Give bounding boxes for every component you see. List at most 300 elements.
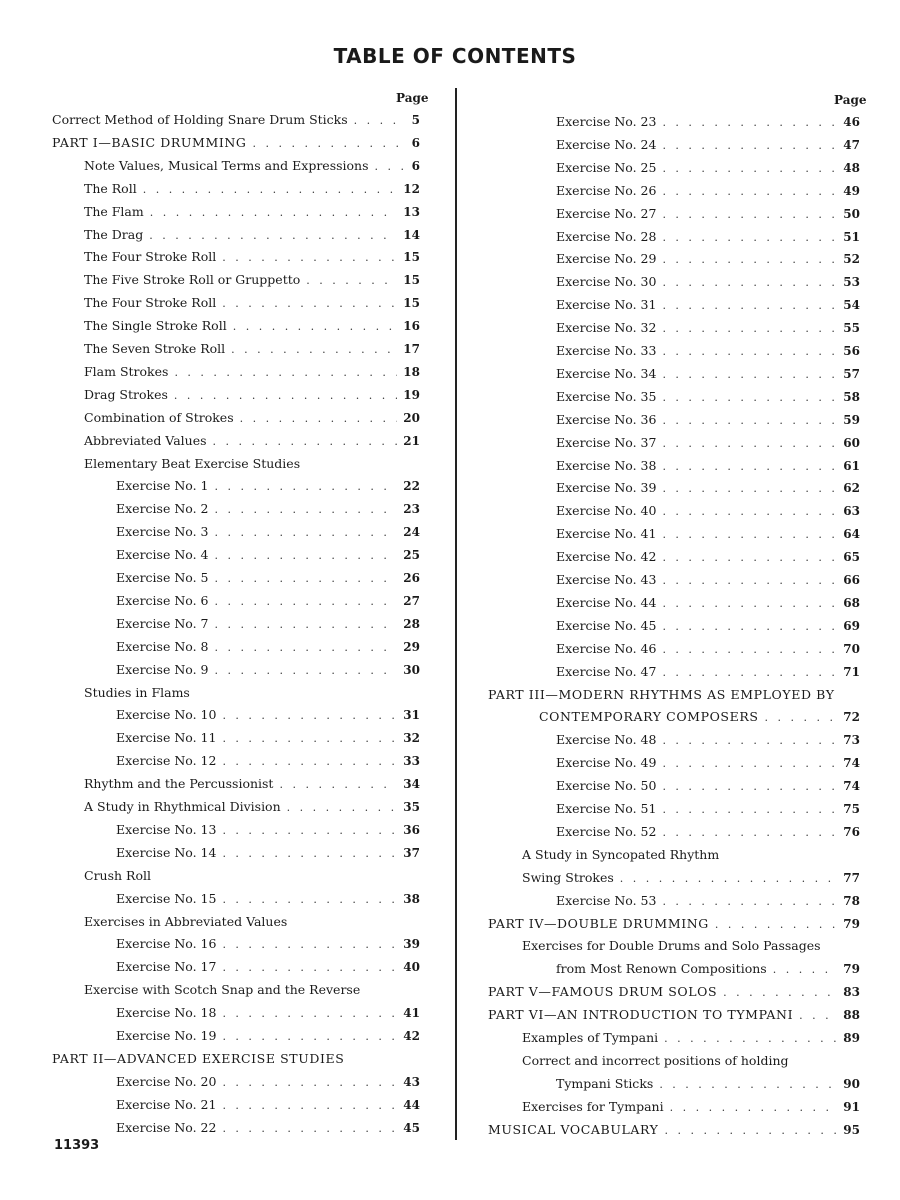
leader-dots	[233, 317, 398, 337]
toc-entry	[556, 776, 860, 796]
toc-entry-label: Exercise No. 37	[556, 434, 657, 450]
leader-dots	[662, 502, 837, 522]
toc-entry	[556, 753, 860, 773]
toc-entry-page: 72	[843, 710, 860, 725]
toc-entry-label: PART VI—AN INTRODUCTION TO TYMPANI	[488, 1007, 794, 1023]
leader-dots	[620, 869, 838, 889]
toc-entry-label: Exercise No. 20	[116, 1073, 217, 1089]
leader-dots	[662, 250, 837, 270]
toc-entry	[116, 591, 420, 611]
leader-dots	[670, 1098, 838, 1118]
catalog-number: 11393	[54, 1138, 100, 1153]
toc-entry	[522, 1028, 860, 1048]
toc-entry-label: PART I—BASIC DRUMMING	[52, 134, 247, 150]
toc-entry	[116, 476, 420, 496]
toc-entry-label: Exercise No. 44	[556, 594, 657, 610]
leader-dots	[214, 592, 397, 612]
toc-entry	[84, 362, 420, 382]
toc-entry-label: Exercise No. 2	[116, 501, 209, 517]
toc-entry-label: Exercise No. 10	[116, 707, 217, 723]
leader-dots	[662, 800, 837, 820]
toc-entry-label: The Four Stroke Roll	[84, 295, 217, 311]
toc-entry-label: Exercise No. 46	[556, 640, 657, 656]
toc-entry-page: 37	[403, 845, 420, 860]
leader-dots	[222, 294, 397, 314]
leader-dots	[222, 1096, 397, 1116]
toc-entry-page: 66	[843, 573, 860, 587]
toc-entry-page: 74	[843, 779, 860, 794]
toc-section-heading	[522, 845, 860, 865]
leader-dots	[662, 479, 837, 499]
toc-entry-label: Exercises for Double Drums and Solo Passages	[522, 938, 821, 954]
leader-dots	[214, 477, 397, 497]
toc-entry	[522, 1097, 860, 1117]
toc-entry-page: 62	[843, 481, 860, 496]
toc-entry-page: 33	[403, 754, 420, 769]
toc-entry-label: Exercise No. 26	[556, 182, 657, 198]
toc-entry	[84, 247, 420, 267]
toc-entry-label: Exercise No. 13	[116, 821, 217, 837]
toc-entry	[556, 433, 860, 453]
toc-entry	[84, 339, 420, 359]
leader-dots	[662, 296, 837, 316]
toc-entry-page: 35	[403, 800, 420, 814]
toc-entry-label: Exercise No. 32	[556, 320, 657, 336]
toc-entry	[116, 728, 420, 748]
toc-entry	[116, 499, 420, 519]
toc-entry-page: 59	[843, 412, 860, 427]
toc-entry	[116, 705, 420, 725]
leader-dots	[279, 775, 397, 795]
leader-dots	[662, 159, 837, 179]
leader-dots	[659, 1075, 837, 1095]
toc-entry-label: The Flam	[84, 203, 144, 219]
toc-entry-page: 49	[843, 183, 860, 198]
leader-dots	[287, 798, 398, 818]
toc-entry	[84, 316, 420, 336]
toc-entry-label: Exercise No. 45	[556, 617, 657, 633]
toc-entry-label: Exercise No. 11	[116, 730, 217, 746]
leader-dots	[662, 434, 837, 454]
leader-dots	[662, 136, 837, 156]
toc-entry	[556, 341, 860, 361]
leader-dots	[222, 248, 397, 268]
toc-entry-page: 40	[403, 960, 420, 975]
toc-entry	[556, 662, 860, 682]
toc-entry-page: 38	[403, 891, 420, 906]
toc-entry	[556, 547, 860, 567]
leader-dots	[222, 935, 397, 955]
leader-dots	[662, 273, 837, 293]
leader-dots	[662, 548, 837, 568]
leader-dots	[240, 409, 398, 429]
toc-entry-page: 90	[843, 1076, 860, 1091]
toc-entry-page: 32	[403, 731, 420, 746]
leader-dots	[222, 890, 397, 910]
toc-entry-page: 51	[843, 229, 860, 244]
toc-entry	[116, 889, 420, 909]
toc-entry-page: 61	[843, 458, 860, 473]
toc-entry-label: Exercise No. 24	[556, 136, 657, 152]
leader-dots	[662, 319, 837, 339]
toc-entry-page: 43	[403, 1074, 420, 1089]
toc-entry-label: Flam Strokes	[84, 363, 169, 379]
toc-entry-label: The Seven Stroke Roll	[84, 341, 226, 356]
toc-entry	[84, 202, 420, 222]
toc-part-heading	[52, 1049, 420, 1069]
leader-dots	[214, 661, 397, 681]
toc-entry	[52, 110, 420, 130]
toc-entry	[556, 456, 860, 476]
leader-dots	[662, 525, 837, 545]
toc-entry-label: The Five Stroke Roll or Gruppetto	[84, 272, 301, 288]
toc-entry-page: 15	[403, 250, 420, 265]
leader-dots	[662, 892, 837, 912]
leader-dots	[662, 113, 837, 133]
toc-entry	[116, 660, 420, 680]
toc-entry-page: 64	[843, 527, 860, 542]
toc-part-heading	[488, 1120, 860, 1140]
leader-dots	[662, 731, 837, 751]
toc-entry	[556, 227, 860, 247]
toc-entry-page: 34	[403, 777, 420, 792]
toc-entry-label: Exercise No. 51	[556, 801, 657, 816]
toc-entry-page: 6	[411, 135, 420, 150]
leader-dots	[662, 388, 837, 408]
toc-entry-page: 12	[403, 181, 420, 196]
leader-dots	[662, 182, 837, 202]
toc-entry	[116, 934, 420, 954]
leader-dots	[214, 500, 397, 520]
toc-entry-label: Exercise No. 1	[116, 478, 209, 494]
toc-entry-label: Examples of Tympani	[522, 1030, 659, 1045]
toc-entry-label: Exercise No. 8	[116, 638, 209, 654]
toc-entry	[116, 1095, 420, 1115]
leader-dots	[213, 432, 398, 452]
toc-entry-page: 53	[843, 275, 860, 290]
leader-dots	[662, 617, 837, 637]
leader-dots	[174, 363, 397, 383]
toc-entry-label: Exercise No. 34	[556, 365, 657, 381]
toc-entry-page: 14	[403, 227, 420, 242]
toc-section-heading	[522, 936, 860, 956]
toc-entry-page: 45	[403, 1120, 420, 1135]
toc-entry-page: 95	[843, 1122, 860, 1137]
leader-dots	[664, 1029, 837, 1049]
toc-entry-label: PART III—MODERN RHYTHMS AS EMPLOYED BY	[488, 686, 835, 702]
toc-entry-label: Exercise No. 22	[116, 1119, 217, 1135]
toc-entry-page: 74	[843, 756, 860, 771]
leader-dots	[662, 663, 837, 683]
toc-entry	[116, 957, 420, 977]
leader-dots	[222, 1004, 397, 1024]
toc-part-heading	[488, 982, 860, 1002]
toc-entry	[84, 156, 420, 176]
toc-entry-label: The Drag	[84, 226, 144, 242]
leader-dots	[662, 411, 837, 431]
toc-part-heading	[488, 685, 860, 705]
toc-entry-label: Exercise No. 17	[116, 959, 217, 975]
leader-dots	[715, 915, 837, 935]
toc-entry-label: Tympani Sticks	[556, 1075, 654, 1091]
toc-entry	[84, 270, 420, 290]
leader-dots	[765, 708, 838, 728]
toc-entry-page: 20	[403, 410, 420, 425]
toc-entry-page: 63	[843, 504, 860, 519]
toc-entry	[116, 637, 420, 657]
toc-entry-page: 48	[843, 160, 860, 175]
toc-section-heading	[84, 683, 420, 703]
column-divider	[455, 88, 457, 1140]
toc-entry	[556, 959, 860, 979]
toc-entry-label: Exercise No. 50	[556, 778, 657, 794]
toc-entry-label: Exercise No. 42	[556, 549, 657, 565]
toc-entry-label: Abbreviated Values	[84, 432, 207, 448]
toc-entry-page: 13	[403, 204, 420, 219]
toc-entry-page: 70	[843, 641, 860, 656]
toc-entry-label: Exercises in Abbreviated Values	[84, 913, 288, 929]
toc-entry-page: 25	[403, 548, 420, 563]
toc-entry-label: PART II—ADVANCED EXERCISE STUDIES	[52, 1050, 345, 1066]
leader-dots	[222, 1027, 397, 1047]
toc-entry-page: 41	[403, 1006, 420, 1021]
toc-entry	[556, 295, 860, 315]
toc-entry-label: Exercise No. 4	[116, 547, 209, 563]
toc-entry-label: Exercise No. 27	[556, 205, 657, 221]
toc-entry-label: Exercise No. 7	[116, 615, 209, 631]
toc-entry	[556, 524, 860, 544]
toc-entry-page: 31	[403, 708, 420, 723]
toc-entry-label: MUSICAL VOCABULARY	[488, 1121, 659, 1137]
toc-entry-page: 54	[843, 298, 860, 313]
toc-entry-page: 21	[403, 433, 420, 448]
leader-dots	[222, 1073, 397, 1093]
toc-entry-page: 6	[411, 158, 420, 173]
toc-entry-label: Crush Roll	[84, 867, 151, 883]
toc-entry	[556, 593, 860, 613]
leader-dots	[723, 983, 837, 1003]
toc-entry-label: Drag Strokes	[84, 386, 168, 402]
toc-entry-page: 28	[403, 616, 420, 631]
toc-entry	[116, 614, 420, 634]
leader-dots	[253, 134, 406, 154]
leader-dots	[662, 205, 837, 225]
toc-part-heading	[52, 133, 420, 153]
toc-entry-label: Exercise with Scotch Snap and the Reverse	[84, 982, 361, 998]
toc-entry-page: 5	[411, 113, 420, 127]
toc-entry-page: 15	[403, 273, 420, 288]
toc-entry-label: Correct Method of Holding Snare Drum Sticks	[52, 112, 348, 127]
toc-entry	[556, 112, 860, 132]
toc-entry	[84, 293, 420, 313]
leader-dots	[149, 226, 397, 246]
toc-entry-page: 79	[843, 962, 860, 977]
toc-entry-label: Swing Strokes	[522, 869, 614, 885]
toc-entry-page: 88	[843, 1008, 860, 1023]
toc-entry-page: 73	[843, 733, 860, 748]
toc-entry-label: Exercise No. 9	[116, 661, 209, 677]
leader-dots	[662, 365, 837, 385]
toc-entry-page: 22	[403, 479, 420, 494]
leader-dots	[150, 203, 398, 223]
leader-dots	[662, 594, 837, 614]
toc-entry	[84, 385, 420, 405]
toc-entry-label: Exercises for Tympani	[522, 1098, 664, 1114]
leader-dots	[222, 1119, 397, 1139]
leader-dots	[174, 386, 397, 406]
toc-entry-label: Correct and incorrect positions of holding	[522, 1052, 789, 1068]
toc-entry-label: Exercise No. 43	[556, 572, 657, 587]
toc-entry	[556, 478, 860, 498]
toc-entry	[84, 179, 420, 199]
toc-entry-page: 57	[843, 366, 860, 381]
leader-dots	[662, 777, 837, 797]
toc-entry	[556, 891, 860, 911]
toc-entry-label: Exercise No. 16	[116, 936, 217, 952]
toc-entry-page: 27	[403, 593, 420, 608]
leader-dots	[662, 571, 837, 591]
toc-entry-label: A Study in Rhythmical Division	[84, 799, 281, 814]
toc-entry-page: 91	[843, 1099, 860, 1114]
toc-entry-label: Exercise No. 33	[556, 343, 657, 358]
toc-section-heading	[84, 980, 420, 1000]
toc-entry-page: 29	[403, 639, 420, 654]
leader-dots	[354, 111, 406, 131]
toc-entry-label: Exercise No. 40	[556, 503, 657, 519]
toc-entry-label: Exercise No. 36	[556, 411, 657, 427]
page-title: TABLE OF CONTENTS	[333, 44, 577, 68]
toc-entry	[556, 158, 860, 178]
toc-entry-page: 79	[843, 916, 860, 931]
toc-entry-page: 44	[403, 1097, 420, 1112]
toc-entry	[116, 820, 420, 840]
toc-entry	[116, 1118, 420, 1138]
toc-entry-page: 19	[403, 387, 420, 402]
leader-dots	[773, 960, 838, 980]
toc-entry-label: Exercise No. 19	[116, 1028, 217, 1043]
toc-section-heading	[84, 454, 420, 474]
leader-dots	[662, 823, 837, 843]
toc-entry-page: 58	[843, 389, 860, 404]
toc-entry	[556, 272, 860, 292]
leader-dots	[664, 1121, 837, 1141]
toc-entry-page: 68	[843, 595, 860, 610]
toc-entry-label: Exercise No. 30	[556, 274, 657, 290]
toc-entry-page: 78	[843, 893, 860, 908]
leader-dots	[214, 523, 397, 543]
toc-entry-label: Exercise No. 3	[116, 524, 209, 540]
toc-entry-label: Exercise No. 5	[116, 570, 209, 585]
toc-entry	[556, 204, 860, 224]
toc-entry-page: 46	[843, 115, 860, 129]
toc-entry-page: 55	[843, 321, 860, 336]
toc-entry-page: 47	[843, 137, 860, 152]
toc-entry-label: Exercise No. 41	[556, 526, 657, 542]
toc-entry	[556, 318, 860, 338]
toc-entry-label: The Four Stroke Roll	[84, 249, 217, 265]
leader-dots	[662, 228, 837, 248]
toc-entry	[556, 501, 860, 521]
toc-entry-label: Exercise No. 6	[116, 592, 209, 608]
toc-entry-label: A Study in Syncopated Rhythm	[522, 846, 720, 862]
toc-entry-label: Exercise No. 31	[556, 297, 657, 313]
toc-entry-page: 75	[843, 802, 860, 816]
leader-dots	[662, 457, 837, 477]
toc-entry	[556, 1074, 860, 1094]
toc-entry-label: CONTEMPORARY COMPOSERS	[539, 709, 759, 725]
toc-entry	[556, 730, 860, 750]
toc-entry-label: The Roll	[84, 180, 137, 196]
toc-entry-label: Exercise No. 53	[556, 892, 657, 908]
toc-entry-label: Exercise No. 12	[116, 753, 217, 769]
leader-dots	[662, 342, 837, 362]
toc-entry	[84, 774, 420, 794]
toc-part-heading	[539, 707, 860, 727]
toc-entry-label: Combination of Strokes	[84, 409, 234, 425]
toc-entry	[116, 1072, 420, 1092]
toc-entry-page: 17	[403, 342, 420, 356]
toc-entry-page: 23	[403, 502, 420, 517]
toc-entry-label: Studies in Flams	[84, 684, 190, 700]
leader-dots	[231, 340, 397, 360]
toc-entry-page: 18	[403, 364, 420, 379]
toc-section-heading	[84, 912, 420, 932]
toc-entry	[84, 225, 420, 245]
toc-entry-label: Exercise No. 49	[556, 755, 657, 771]
toc-entry-page: 83	[843, 985, 860, 1000]
toc-entry-label: PART IV—DOUBLE DRUMMING	[488, 915, 709, 931]
toc-entry	[556, 822, 860, 842]
toc-entry	[116, 1026, 420, 1046]
toc-entry-page: 24	[403, 525, 420, 540]
page-column-header-right: Page	[834, 93, 867, 107]
toc-entry	[556, 410, 860, 430]
leader-dots	[214, 546, 397, 566]
leader-dots	[143, 180, 398, 200]
toc-part-heading	[488, 1005, 860, 1025]
toc-entry	[116, 843, 420, 863]
toc-entry-label: The Single Stroke Roll	[84, 318, 227, 334]
toc-entry-label: from Most Renown Compositions	[556, 961, 767, 977]
leader-dots	[222, 821, 397, 841]
toc-entry-label: Exercise No. 48	[556, 732, 657, 748]
leader-dots	[306, 271, 397, 291]
toc-entry-label: Exercise No. 38	[556, 457, 657, 473]
toc-entry-label: Exercise No. 52	[556, 823, 657, 839]
toc-entry-page: 42	[403, 1029, 420, 1043]
toc-entry	[116, 522, 420, 542]
toc-entry-page: 52	[843, 252, 860, 267]
toc-entry	[116, 1003, 420, 1023]
toc-entry-page: 56	[843, 344, 860, 358]
toc-entry	[116, 545, 420, 565]
page-column-header-left: Page	[396, 91, 429, 105]
toc-entry-page: 15	[403, 296, 420, 311]
leader-dots	[799, 1006, 837, 1026]
toc-entry-label: Exercise No. 28	[556, 228, 657, 244]
toc-entry-label: Exercise No. 35	[556, 388, 657, 404]
toc-entry-label: Exercise No. 39	[556, 480, 657, 496]
toc-entry-label: Elementary Beat Exercise Studies	[84, 455, 301, 471]
toc-part-heading	[488, 914, 860, 934]
toc-entry	[116, 751, 420, 771]
toc-section-heading	[84, 866, 420, 886]
toc-entry	[556, 249, 860, 269]
toc-entry-page: 89	[843, 1031, 860, 1045]
leader-dots	[222, 844, 397, 864]
leader-dots	[214, 638, 397, 658]
toc-entry	[84, 431, 420, 451]
